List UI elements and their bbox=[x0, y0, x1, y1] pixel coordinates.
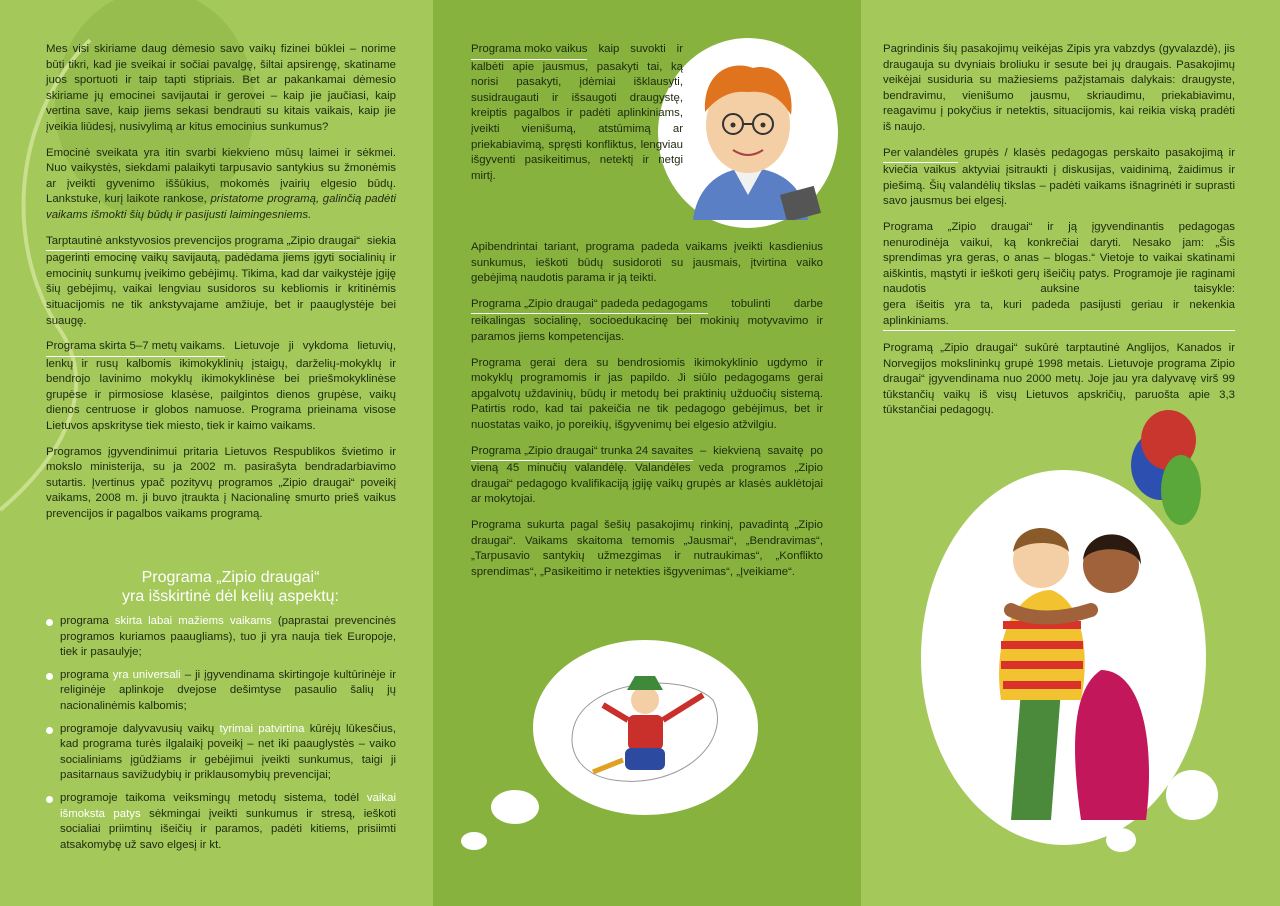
duration-paragraph: Programa „Zipio draugai“ trunka 24 savaites – kiekvieną savaitę po vieną 45 minučių valandėlę. Valandėles veda programos „Zipio draugai“ pedagogo kvalifikaciją įgiję vaikų grupės ar klasės auklėtojai ar mokytojai. bbox=[471, 444, 823, 506]
aspects-list-box bbox=[46, 614, 396, 860]
highlight-golden-rule: gera išeitis yra ta, kuri padeda pasijusti geriau ir nekenkia aplinkiniams. bbox=[883, 298, 1235, 331]
pedagogues-paragraph: Programa „Zipio draugai“ padeda pedagogams tobulinti darbe reikalingas socialinę, socioedukacinę bei mokinių motyvavimo ir paramos jiems kompetencijas. bbox=[471, 297, 823, 343]
ministry-paragraph: Programos įgyvendinimui pritaria Lietuvos Respublikos švietimo ir mokslo ministerija, su ja 2002 m. pasirašyta bendradarbiavimo sutartis. Įvertinus ypač pozityvų programos „Zipio draugai“ poveikį vaikams, 2008 m. ji buvo įtraukta į Nacionalinę smurto prieš vaikus prevencijos ir pagalbos vaikams programą. bbox=[46, 445, 396, 521]
left-panel bbox=[0, 0, 433, 906]
highlight-pedagogues: Programa „Zipio draugai“ padeda pedagogams bbox=[471, 297, 708, 315]
zipi-character-illustration bbox=[563, 660, 733, 800]
list-item: programa yra universali – ji įgyvendinama skirtingoje kultūrinėje ir religinėje aplinkoje dvejose dešimtyse pasaulio šalių jų nacionalinėmis kalbomis; bbox=[46, 668, 396, 715]
aspects-heading: Programa „Zipio draugai“ yra išskirtinė dėl kelių aspektų: bbox=[122, 569, 339, 605]
small-bubble bbox=[491, 790, 539, 824]
sessions-paragraph: Per valandėles grupės / klasės pedagogas perskaito pasakojimą ir kviečia vaikus aktyviai įsitraukti į diskusijas, vaidinimą, žaidimus ir piešimą. Šių valandėlių tikslas – padėti vaikams išnagrinėti ir suprasti savo jausmus bei elgesį. bbox=[883, 146, 1235, 208]
left-text bbox=[46, 42, 396, 533]
right-text bbox=[883, 42, 1235, 429]
highlight-program-name: Tarptautinė ankstyvosios prevencijos programa „Zipio draugai“ bbox=[46, 234, 360, 252]
target-age-paragraph: Programa skirta 5–7 metų vaikams. Lietuvoje ji vykdoma lietuvių, lenkų ir rusų kalbomis ikimokyklinių įstaigų, darželių-mokyklų ir bendrojo lavinimo mokyklų ikimokyklinėse bei priešmokyklinėse grupėse ir pirmosiose klasėse, pailgintos dienos grupėse, vaikų dienos centruose ir globos namuose. Programa prieinama visose Lietuvos apskrityse tiek miesto, tiek ir kaimo vaikams. bbox=[46, 340, 396, 433]
stories-paragraph: Programa sukurta pagal šešių pasakojimų rinkinį, pavadintą „Zipio draugai“. Vaikams skaitoma temomis „Jausmai“, „Bendravimas“, „Tarpusavio santykių užmezgimas ir nutraukimas“, „Konflikto sprendimas“, „Pasikeitimo ir netekties išgyvenimas“, „Įveikiame“. bbox=[471, 518, 823, 578]
curriculum-paragraph: Programa gerai dera su bendrosiomis ikimokyklinio ugdymo ir mokyklų programomis ir jas papildo. Ji siūlo pedagogams gerai apgalvotų uždavinių, būdų ir metodų bei praktinių užduočių sistemą. Patirtis rodo, kad tai pakeičia ne tik pedagogo gebėjimus, bet ir nuostatas vaiko, jo poreikių, išgyvenimų bei elgesio atžvilgiu. bbox=[471, 356, 823, 431]
children-hugging-illustration bbox=[941, 490, 1191, 830]
middle-text-top bbox=[471, 42, 683, 194]
boy-portrait-illustration bbox=[673, 50, 823, 220]
list-item: programoje taikoma veiksmingų metodų sistema, todėl vaikai išmoksta patys sėkmingai įveikti sunkumus ir stresą, ieškoti socialiai priimtinų išeičių ir paramos, padėti kitiems, prisiimti atsakomybę už savo elgesį ir kt. bbox=[46, 791, 396, 853]
highlight-target-age: Programa skirta 5–7 metų vaikams. bbox=[46, 339, 225, 357]
summary-paragraph: Apibendrintai tariant, programa padeda vaikams įveikti kasdienius sunkumus, ieškoti būdų susidoroti su jausmais, įtvirtina vaiko gebėjimą naudotis parama ir ją teikti. bbox=[471, 241, 823, 285]
list-item: programoje dalyvavusių vaikų tyrimai patvirtina kūrėjų lūkesčius, kad programa turės ilgalaikį poveikį – net iki paauglystės – vaiko socialiniams įgūdžiams ir gebėjimui įveikti sunkumus, taigi ji pasitarnaus savižudybių ir priklausomybių prevencijai; bbox=[46, 722, 396, 784]
aspects-list bbox=[46, 614, 396, 853]
tiny-bubble bbox=[461, 832, 487, 850]
middle-text bbox=[471, 240, 823, 590]
highlight-sessions: Per valandėles bbox=[883, 146, 958, 164]
intro-paragraph: Mes visi skiriame daug dėmesio savo vaikų fizinei būklei – norime būti tikri, kad jie sveikai ir sočiai pavalgę, šiltai apsirengę, skatiname juos sportuoti ir taip tapti stipriais. Bet ar pakankamai dėmesio skiriame jų emocinei savijautai ir gerovei – kaip jie jaučiasi, kaip vertina save, kaip jiems sekasi bendrauti su kitais vaikais, kaip jie įveikia liūdesį, nusivylimą ar kitus emocinius sunkumus? bbox=[46, 43, 396, 133]
right-tiny-bubble bbox=[1106, 828, 1136, 852]
emotional-health-paragraph: Emocinė sveikata yra itin svarbi kiekvieno mūsų laimei ir sėkmei. Nuo vaikystės, siekdami palaikyti tarpusavio santykius su žmonėmis ar įveikti gyvenimo iššūkius, mokomės įvairių elgesio būdų. Lankstuke, kurį laikote rankose, pristatome programą, galinčią padėti vaikams išmokti šių būdų ir pasijusti laimingesniems. bbox=[46, 146, 397, 221]
origin-paragraph: Programą „Zipio draugai“ sukūrė tarptautinė Anglijos, Kanados ir Norvegijos mokslininkų grupė 1998 metais. Lietuvoje programa Zipio draugai“ įgyvendinama nuo 2000 metų. Joje jau yra dalyvavę virš 99 tūkstančių vaikų iš visų Lietuvos apskričių, paruošta apie 3,3 tūkstančiai pedagogų. bbox=[883, 342, 1235, 417]
middle-panel bbox=[433, 0, 861, 906]
highlight-program-teaches: Programa moko vaikus bbox=[471, 42, 587, 60]
main-character-paragraph: Pagrindinis šių pasakojimų veikėjas Zipis yra vabzdys (gyvalazdė), jis draugauja su dvyniais broliuku ir sesute bei jų draugais. Pasakojimų veikėjai susiduria su mažiesiems pažįstamais dalykais: draugyste, bendravimu, vienišumo jausmu, skriaudimu, priekabiavimu, reagavimu į pokyčius ir netektis, situacijomis, kai reikia viską pradėti iš naujo. bbox=[883, 43, 1235, 133]
golden-rule-paragraph: Programa „Zipio draugai“ ir ją įgyvendinantis pedagogas nenurodinėja vaikui, ką konkrečiai daryti. Nesako jam: „Šis sprendimas yra geras, o anas – blogas.“ Vietoje to vaikai skatinami aiškintis, mąstyti ir ieškoti gerų išeičių patys. Programoje jie raginami naudotis auksine taisykle: gera išeitis yra ta, kuri padeda pasijusti geriau ir nekenkia aplinkiniams. bbox=[883, 220, 1235, 331]
program-teaches-paragraph: Programa moko vaikus kaip suvokti ir kalbėti apie jausmus, pasakyti tai, ką norisi pasakyti, įdėmiai išklausyti, susidraugauti ir išsaugoti draugystę, kreiptis pagalbos ir padėti aplinkiniams, įveikti vienišumą, atstūmimą ar priekabiavimą, spręsti konfliktus, lengviau išgyventi pasikeitimus, netektį ir netgi mirtį. bbox=[471, 43, 683, 182]
program-aim-paragraph: Tarptautinė ankstyvosios prevencijos programa „Zipio draugai“ siekia pagerinti emocinę vaikų savijautą, padėdama jiems įgyti socialinių ir emocinių sunkumų įveikimo gebėjimų. Tikima, kad dar vaikystėje įgiję šių gebėjimų, vaikai lengviau susidoros su kebliomis ir kritinėmis situacijomis ne tik ankstyvajame amžiuje, bet ir paauglystėje bei suaugę. bbox=[46, 234, 396, 327]
list-item: programa skirta labai mažiems vaikams (paprastai prevencinės programos kuriamos paaugliams), tuo ji yra nauja tiek Europoje, tiek ir pasaulyje; bbox=[46, 614, 396, 661]
highlight-duration: Programa „Zipio draugai“ trunka 24 savaites bbox=[471, 444, 693, 462]
right-panel bbox=[861, 0, 1280, 906]
